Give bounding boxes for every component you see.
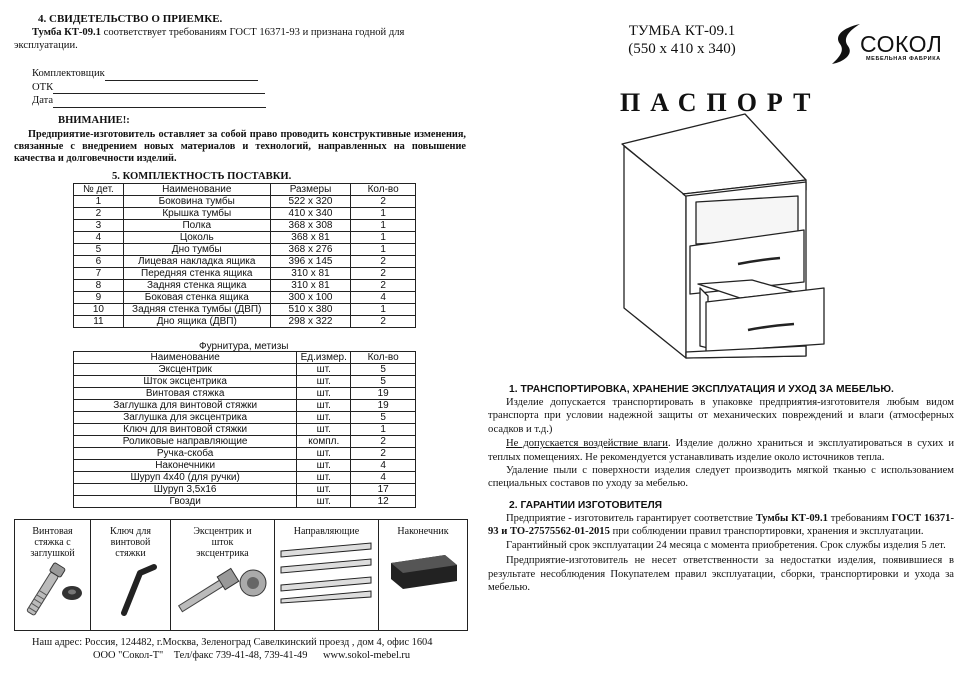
- table-cell: 2: [351, 436, 416, 448]
- header-hw-unit: Ед.измер.: [297, 352, 351, 364]
- hardware-table-row: [74, 448, 416, 460]
- kit-table: [73, 183, 416, 328]
- table-cell: Эксцентрик: [74, 364, 297, 376]
- table-cell: 298 х 322: [270, 316, 351, 328]
- table-cell: шт.: [297, 460, 351, 472]
- table-cell: 19: [351, 400, 416, 412]
- transport-paragraph-1: Изделие допускается транспортировать в упаковке предприятия-изготовителя любым видом транспорта при условии надежной защиты от механических повреждений и влаги (атмосферных осадков и т.д.): [488, 397, 954, 435]
- table-cell: 5: [351, 364, 416, 376]
- table-cell: Дно тумбы: [123, 244, 270, 256]
- table-cell: 12: [351, 496, 416, 508]
- attention-text: Предприятие-изготовитель оставляет за собой право проводить конструктивные изменения, связанные с внедрением новых материалов и технологий, направленных на повышение качества и долговечности изделий.: [14, 129, 466, 164]
- hardware-table-row: [74, 376, 416, 388]
- fitting-key: Ключ для винтовой стяжки: [91, 520, 171, 631]
- field-assembler: Комплектовщик: [32, 67, 464, 81]
- table-cell: Дно ящика (ДВП): [123, 316, 270, 328]
- table-cell: Винтовая стяжка: [74, 388, 297, 400]
- table-cell: Шуруп 3,5х16: [74, 484, 297, 496]
- hardware-table-row: [74, 460, 416, 472]
- table-cell: 4: [74, 232, 124, 244]
- header-qty: Кол-во: [351, 184, 416, 196]
- table-cell: 19: [351, 388, 416, 400]
- hardware-table-row: [74, 412, 416, 424]
- table-cell: 17: [351, 484, 416, 496]
- table-cell: Шуруп 4х40 (для ручки): [74, 472, 297, 484]
- fitting-rails: Направляющие: [275, 520, 379, 631]
- field-date: Дата: [32, 94, 464, 108]
- header-hw-name: Наименование: [74, 352, 297, 364]
- warranty-paragraph-1: Предприятие - изготовитель гарантирует соответствие Тумбы КТ-09.1 требованиям ГОСТ 16371-93 и ТО-27575562-01-2015 при соблюдении правил транспортировки, хранения и эксплуатации.: [488, 513, 954, 538]
- address-block: [32, 637, 492, 662]
- table-cell: Лицевая накладка ящика: [123, 256, 270, 268]
- brand-logo: [830, 22, 960, 68]
- kit-table-row: [74, 208, 416, 220]
- table-cell: 5: [351, 376, 416, 388]
- table-cell: 510 х 380: [270, 304, 351, 316]
- table-cell: 1: [351, 208, 416, 220]
- product-title: ТУМБА КТ-09.1: [628, 23, 736, 39]
- table-cell: Боковая стенка ящика: [123, 292, 270, 304]
- fitting-screw-tie: Винтовая стяжка с заглушкой: [15, 520, 91, 631]
- hardware-table-row: [74, 400, 416, 412]
- warranty-paragraph-2: Гарантийный срок эксплуатации 24 месяца с момента приобретения. Срок службы изделия 5 лет.: [506, 539, 946, 551]
- table-cell: 6: [74, 256, 124, 268]
- fittings-strip: [14, 519, 468, 631]
- table-cell: 2: [351, 316, 416, 328]
- brand-name: СОКОЛ: [860, 31, 943, 57]
- table-cell: Роликовые направляющие: [74, 436, 297, 448]
- signature-fields: [14, 67, 464, 108]
- table-cell: 1: [351, 244, 416, 256]
- hex-key-icon: [96, 559, 166, 617]
- fitting-eccentric: Эксцентрик и шток эксцентрика: [171, 520, 275, 631]
- table-cell: 4: [351, 292, 416, 304]
- table-cell: 310 х 81: [270, 280, 351, 292]
- table-cell: Боковина тумбы: [123, 196, 270, 208]
- hardware-table-row: [74, 496, 416, 508]
- transport-paragraph-3: Удаление пыли с поверхности изделия следует производить мягкой тканью с использованием специальных составов по уходу за мебелью.: [488, 465, 954, 490]
- table-cell: Полка: [123, 220, 270, 232]
- table-cell: 5: [74, 244, 124, 256]
- table-cell: Ручка-скоба: [74, 448, 297, 460]
- eccentric-icon: [173, 559, 273, 613]
- table-cell: Гвозди: [74, 496, 297, 508]
- table-cell: 7: [74, 268, 124, 280]
- website-link[interactable]: www.sokol-mebel.ru: [323, 649, 411, 661]
- drawer-rails-icon: [277, 537, 377, 605]
- table-cell: Шток эксцентрика: [74, 376, 297, 388]
- kit-table-row: [74, 304, 416, 316]
- table-cell: 5: [351, 412, 416, 424]
- kit-table-row: [74, 280, 416, 292]
- table-cell: 1: [74, 196, 124, 208]
- fitting-end-cap: Наконечник: [379, 520, 468, 631]
- table-cell: 3: [74, 220, 124, 232]
- header-name: Наименование: [123, 184, 270, 196]
- section-transport-heading: 1. ТРАНСПОРТИРОВКА, ХРАНЕНИЕ ЭКСПЛУАТАЦИЯ И УХОД ЗА МЕБЕЛЬЮ.: [509, 384, 894, 395]
- hardware-caption: Фурнитура, метизы: [199, 341, 289, 352]
- table-cell: 8: [74, 280, 124, 292]
- acceptance-text: [14, 26, 454, 52]
- table-cell: 2: [351, 256, 416, 268]
- table-cell: 10: [74, 304, 124, 316]
- table-cell: 310 х 81: [270, 268, 351, 280]
- table-cell: 2: [351, 268, 416, 280]
- table-cell: Задняя стенка тумбы (ДВП): [123, 304, 270, 316]
- table-cell: 1: [351, 220, 416, 232]
- table-cell: компл.: [297, 436, 351, 448]
- header-number: № дет.: [74, 184, 124, 196]
- table-cell: шт.: [297, 424, 351, 436]
- phone: Тел/факс 739-41-48, 739-41-49: [173, 649, 308, 661]
- table-cell: 4: [351, 460, 416, 472]
- acceptance-section: [14, 13, 464, 108]
- attention-section: [14, 115, 466, 165]
- hardware-table-row: [74, 364, 416, 376]
- table-cell: Крышка тумбы: [123, 208, 270, 220]
- table-cell: 2: [351, 448, 416, 460]
- table-cell: 396 х 145: [270, 256, 351, 268]
- product-dimensions: (550 х 410 х 340): [628, 41, 736, 57]
- kit-table-row: [74, 220, 416, 232]
- table-cell: 1: [351, 304, 416, 316]
- company-name: ООО "Сокол-Т": [93, 649, 164, 661]
- table-cell: 1: [351, 232, 416, 244]
- screw-tie-icon: [18, 559, 88, 617]
- warranty-paragraph-3: Предприятие-изготовитель не несет ответственности за недостатки изделия, появившиеся в результате несоблюдения Покупателем правил эксплуатации, сборки, транспортировки и ухода за мебелью.: [488, 555, 954, 594]
- transport-paragraph-2: Не допускается воздействие влаги. Изделие должно храниться и эксплуатироваться в сухих и теплых помещениях. Не рекомендуется устанавливать изделие около источников тепла.: [488, 438, 954, 463]
- end-cap-icon: [383, 537, 463, 597]
- table-cell: шт.: [297, 496, 351, 508]
- table-cell: 368 х 276: [270, 244, 351, 256]
- field-qc: ОТК: [32, 81, 464, 95]
- table-cell: Заглушка для винтовой стяжки: [74, 400, 297, 412]
- header-hw-qty: Кол-во: [351, 352, 416, 364]
- hardware-table-header: [74, 352, 416, 364]
- table-cell: Ключ для винтовой стяжки: [74, 424, 297, 436]
- moisture-warning: Не допускается воздействие влаги: [506, 438, 668, 450]
- hardware-table-row: [74, 424, 416, 436]
- kit-table-row: [74, 292, 416, 304]
- table-cell: 368 х 308: [270, 220, 351, 232]
- product-title-block: [612, 22, 752, 58]
- table-cell: шт.: [297, 472, 351, 484]
- address-line: Наш адрес: Россия, 124482, г.Москва, Зеленоград Савелкинский проезд , дом 4, офис 1604: [32, 637, 433, 648]
- hardware-table-row: [74, 484, 416, 496]
- table-cell: 2: [351, 280, 416, 292]
- kit-table-row: [74, 256, 416, 268]
- table-cell: шт.: [297, 364, 351, 376]
- section-warranty-heading: 2. ГАРАНТИИ ИЗГОТОВИТЕЛЯ: [509, 500, 663, 511]
- table-cell: Передняя стенка ящика: [123, 268, 270, 280]
- table-cell: 1: [351, 424, 416, 436]
- attention-heading: ВНИМАНИЕ!:: [58, 115, 130, 126]
- hardware-table-row: [74, 472, 416, 484]
- hardware-table-row: [74, 436, 416, 448]
- table-cell: 11: [74, 316, 124, 328]
- kit-table-row: [74, 232, 416, 244]
- table-cell: шт.: [297, 400, 351, 412]
- table-cell: 4: [351, 472, 416, 484]
- table-cell: Наконечники: [74, 460, 297, 472]
- kit-table-row: [74, 316, 416, 328]
- kit-table-row: [74, 268, 416, 280]
- table-cell: 2: [351, 196, 416, 208]
- table-cell: Цоколь: [123, 232, 270, 244]
- table-cell: 410 х 340: [270, 208, 351, 220]
- table-cell: шт.: [297, 376, 351, 388]
- brand-tagline: МЕБЕЛЬНАЯ ФАБРИКА: [866, 56, 941, 62]
- header-size: Размеры: [270, 184, 351, 196]
- acceptance-product: Тумба КТ-09.1: [32, 27, 101, 38]
- section-warranty: [488, 499, 954, 594]
- section-transport: [488, 383, 954, 491]
- table-cell: Задняя стенка ящика: [123, 280, 270, 292]
- hardware-table: [73, 351, 416, 508]
- table-cell: шт.: [297, 448, 351, 460]
- contact-line: [32, 650, 492, 663]
- nightstand-drawing: [618, 112, 826, 364]
- hardware-table-row: [74, 388, 416, 400]
- table-cell: 368 х 81: [270, 232, 351, 244]
- table-cell: шт.: [297, 388, 351, 400]
- kit-table-row: [74, 244, 416, 256]
- table-cell: 522 х 320: [270, 196, 351, 208]
- kit-heading: 5. КОМПЛЕКТНОСТЬ ПОСТАВКИ.: [112, 171, 292, 182]
- acceptance-heading: 4. СВИДЕТЕЛЬСТВО О ПРИЕМКЕ.: [38, 13, 223, 25]
- kit-table-row: [74, 196, 416, 208]
- table-cell: Заглушка для эксцентрика: [74, 412, 297, 424]
- table-cell: 300 х 100: [270, 292, 351, 304]
- acceptance-statement: соответствует требованиям ГОСТ 16371-93 и признана годной для эксплуатации.: [14, 27, 405, 51]
- table-cell: 2: [74, 208, 124, 220]
- table-cell: 9: [74, 292, 124, 304]
- kit-table-header: [74, 184, 416, 196]
- table-cell: шт.: [297, 484, 351, 496]
- table-cell: шт.: [297, 412, 351, 424]
- passport-title: ПАСПОРТ: [620, 88, 821, 117]
